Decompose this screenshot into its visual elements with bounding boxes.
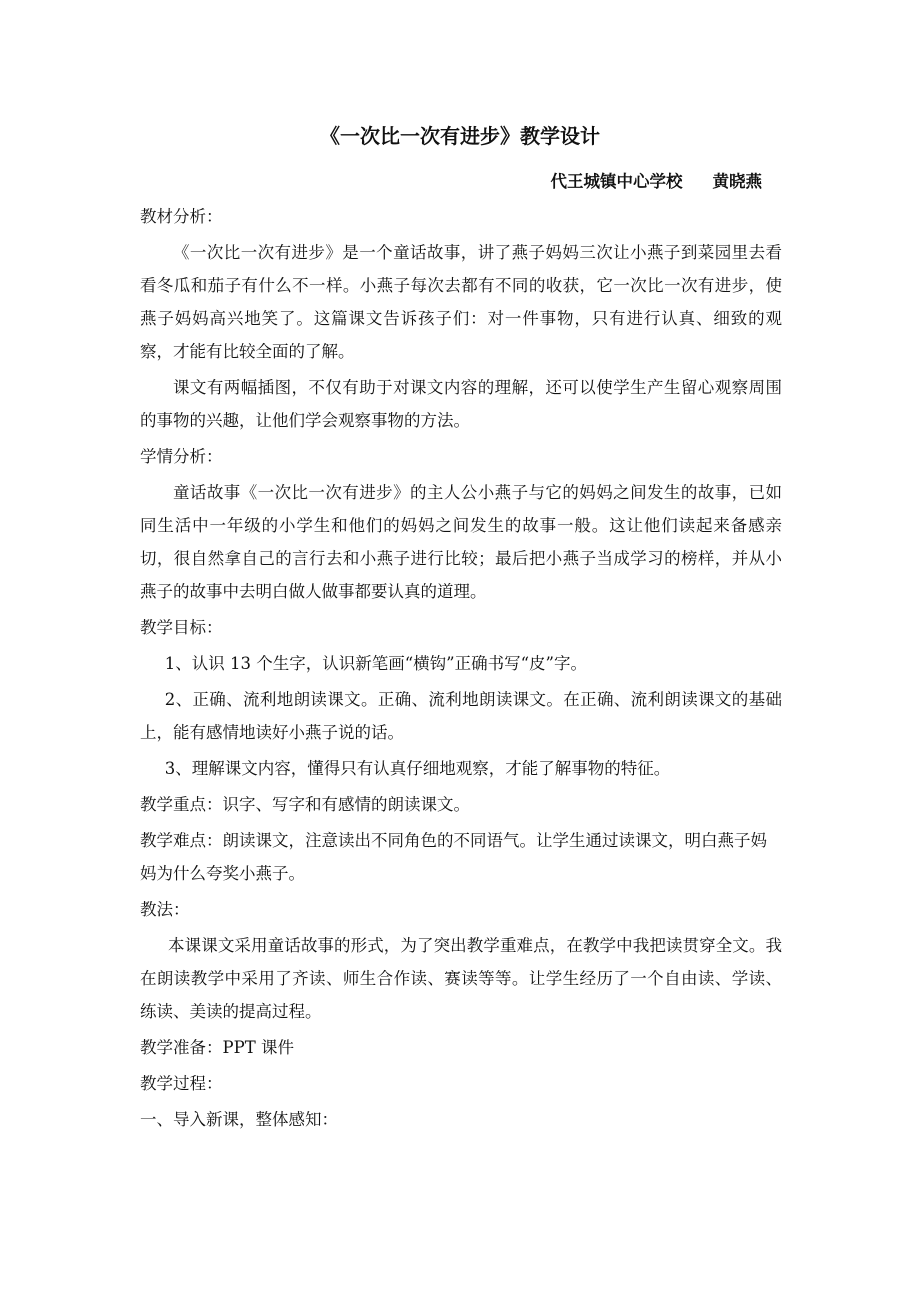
section-heading-learner: 学情分析： <box>140 447 223 466</box>
difficulties: 教学难点：朗读课文，注意读出不同角色的不同语气。让学生通过读课文，明白燕子妈妈为什么夸奖小燕子。 <box>140 831 767 883</box>
author-school: 代王城镇中心学校 <box>550 172 683 191</box>
document-body <box>140 200 782 1136</box>
goal-item-2: 2、正确、流利地朗读课文。正确、流利地朗读课文。在正确、流利朗读课文的基础上，能有感情地读好小燕子说的话。 <box>140 690 782 742</box>
teaching-preparation: 教学准备：PPT 课件 <box>140 1038 294 1057</box>
paragraph-learner-1: 童话故事《一次比一次有进步》的主人公小燕子与它的妈妈之间发生的故事，已如同生活中一年级的小学生和他们的妈妈之间发生的故事一般。这让他们读起来备感亲切，很自然拿自己的言行去和小燕子进行比较；最后把小燕子当成学习的榜样，并从小燕子的故事中去明白做人做事都要认真的道理。 <box>140 483 782 601</box>
section-heading-material: 教材分析： <box>140 207 223 226</box>
section-heading-process: 教学过程： <box>140 1074 223 1093</box>
paragraph-method-1: 本课课文采用童话故事的形式，为了突出教学重难点，在教学中我把读贯穿全文。我在朗读教学中采用了齐读、师生合作读、赛读等等。让学生经历了一个自由读、学读、练读、美读的提高过程。 <box>140 936 782 1021</box>
key-points: 教学重点：识字、写字和有感情的朗读课文。 <box>140 795 470 814</box>
section-heading-method: 教法： <box>140 900 190 919</box>
paragraph-material-2: 课文有两幅插图，不仅有助于对课文内容的理解，还可以使学生产生留心观察周围的事物的兴趣，让他们学会观察事物的方法。 <box>140 378 782 430</box>
goal-item-1: 1、认识 13 个生字，认识新笔画“横钩”正确书写“皮”字。 <box>164 654 587 673</box>
author-name: 黄晓燕 <box>712 172 762 191</box>
section-heading-goals: 教学目标： <box>140 618 223 637</box>
goal-item-3: 3、理解课文内容，懂得只有认真仔细地观察，才能了解事物的特征。 <box>164 759 671 778</box>
process-step-1: 一、导入新课，整体感知： <box>140 1110 338 1129</box>
paragraph-material-1: 《一次比一次有进步》是一个童话故事，讲了燕子妈妈三次让小燕子到菜园里去看看冬瓜和茄子有什么不一样。小燕子每次去都有不同的收获，它一次比一次有进步，使燕子妈妈高兴地笑了。这篇课文告诉孩子们：对一件事物，只有进行认真、细致的观察，才能有比较全面的了解。 <box>140 243 782 361</box>
document-title: 《一次比一次有进步》教学设计 <box>320 124 600 148</box>
author-line <box>551 168 763 192</box>
